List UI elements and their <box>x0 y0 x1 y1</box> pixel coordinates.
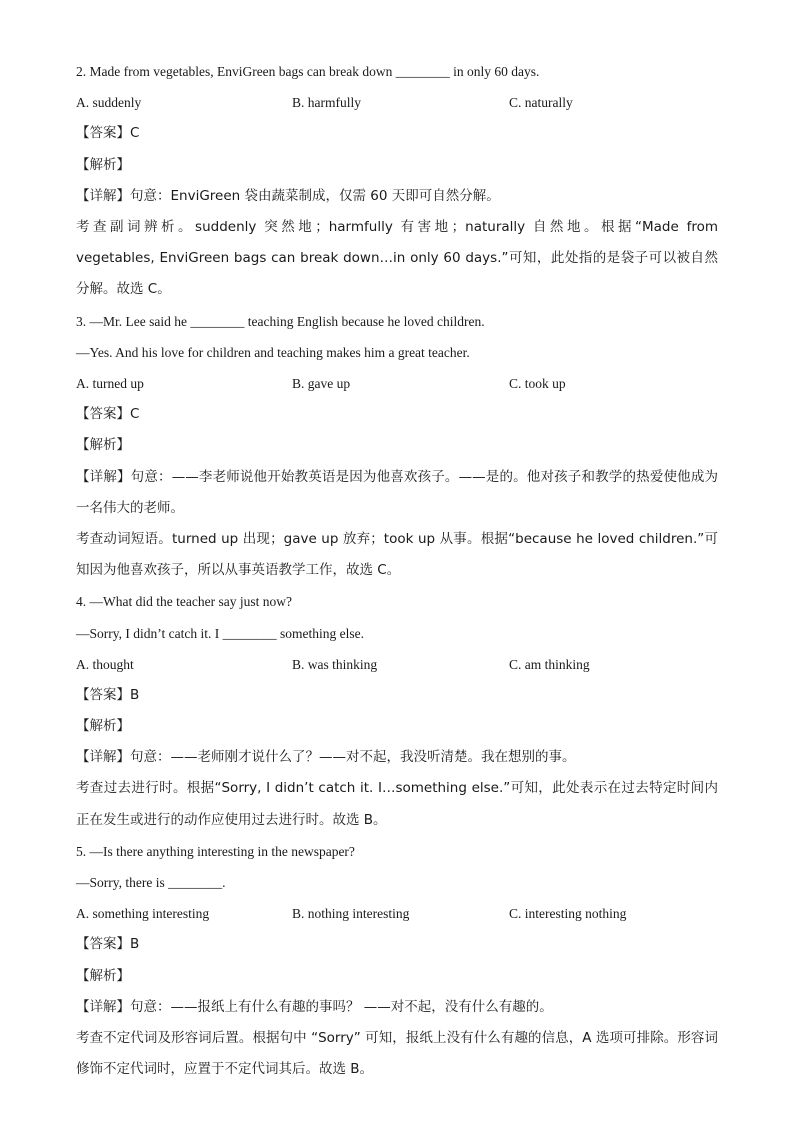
question-stem-reply: —Sorry, I didn’t catch it. I ________ something else. <box>76 625 364 641</box>
option-b: B. was thinking <box>292 656 378 672</box>
question-stem: 3. —Mr. Lee said he ________ teaching English because he loved children. <box>76 313 485 329</box>
option-c: C. naturally <box>509 95 573 111</box>
detail-text: 【详解】句意：——老师刚才说什么了？——对不起，我没听清楚。我在想别的事。 <box>76 749 576 766</box>
detail-text: 【详解】句意：EnviGreen 袋由蔬菜制成，仅需 60 天即可自然分解。 <box>76 187 500 204</box>
option-b: B. harmfully <box>292 95 361 111</box>
detail-text: 【详解】句意：——报纸上有什么有趣的事吗？ ——对不起，没有什么有趣的。 <box>76 998 553 1015</box>
question-block <box>76 586 718 836</box>
option-a: A. turned up <box>76 375 144 391</box>
answer-label: 【答案】C <box>76 406 140 423</box>
analysis-label: 【解析】 <box>76 967 130 984</box>
option-b: B. gave up <box>292 375 351 391</box>
answer-label: 【答案】B <box>76 686 140 703</box>
analysis-label: 【解析】 <box>76 156 130 173</box>
option-c: C. interesting nothing <box>509 906 627 922</box>
options-row <box>76 898 718 929</box>
option-c: C. took up <box>509 375 566 391</box>
explanation-text: 考查不定代词及形容词后置。根据句中 “Sorry” 可知，报纸上没有什么有趣的信息，A 选项可排除。形容词修饰不定代词时，应置于不定代词其后。故选 B。 <box>76 1030 718 1078</box>
option-b: B. nothing interesting <box>292 906 410 922</box>
options-row <box>76 368 718 399</box>
question-block <box>76 306 718 587</box>
question-stem-reply: —Sorry, there is ________. <box>76 875 226 891</box>
detail-text: 【详解】句意：——李老师说他开始教英语是因为他喜欢孩子。——是的。他对孩子和教学的热爱使他成为一名伟大的老师。 <box>76 468 718 516</box>
question-stem-reply: —Yes. And his love for children and teaching makes him a great teacher. <box>76 344 470 360</box>
question-stem: 4. —What did the teacher say just now? <box>76 594 292 610</box>
option-a: A. something interesting <box>76 906 210 922</box>
options-row <box>76 649 718 680</box>
analysis-label: 【解析】 <box>76 437 130 454</box>
question-stem: 5. —Is there anything interesting in the newspaper? <box>76 843 355 859</box>
document-page <box>76 56 718 1085</box>
question-block <box>76 836 718 1086</box>
question-stem: 2. Made from vegetables, EnviGreen bags can break down ________ in only 60 days. <box>76 64 540 79</box>
question-block <box>76 56 718 306</box>
option-a: A. suddenly <box>76 95 142 111</box>
option-a: A. thought <box>76 656 134 672</box>
answer-label: 【答案】C <box>76 125 140 142</box>
answer-label: 【答案】B <box>76 936 140 953</box>
explanation-text: 考查动词短语。turned up 出现；gave up 放弃；took up 从事。根据“because he loved children.”可知因为他喜欢孩子，所以从事英语教学工作，故选 C。 <box>76 530 718 579</box>
explanation-text: 考查副词辨析。suddenly 突然地；harmfully 有害地；naturally 自然地。根据“Made from vegetables, EnviGreen bags can break down…in only 60 days.”可知，此处指的是袋子可以被自然分解。故选 C。 <box>76 218 718 298</box>
analysis-label: 【解析】 <box>76 718 130 735</box>
options-row <box>76 87 718 118</box>
explanation-text: 考查过去进行时。根据“Sorry, I didn’t catch it. I…something else.”可知，此处表示在过去特定时间内正在发生或进行的动作应使用过去进行时。故选 B。 <box>76 780 718 828</box>
option-c: C. am thinking <box>509 656 590 672</box>
